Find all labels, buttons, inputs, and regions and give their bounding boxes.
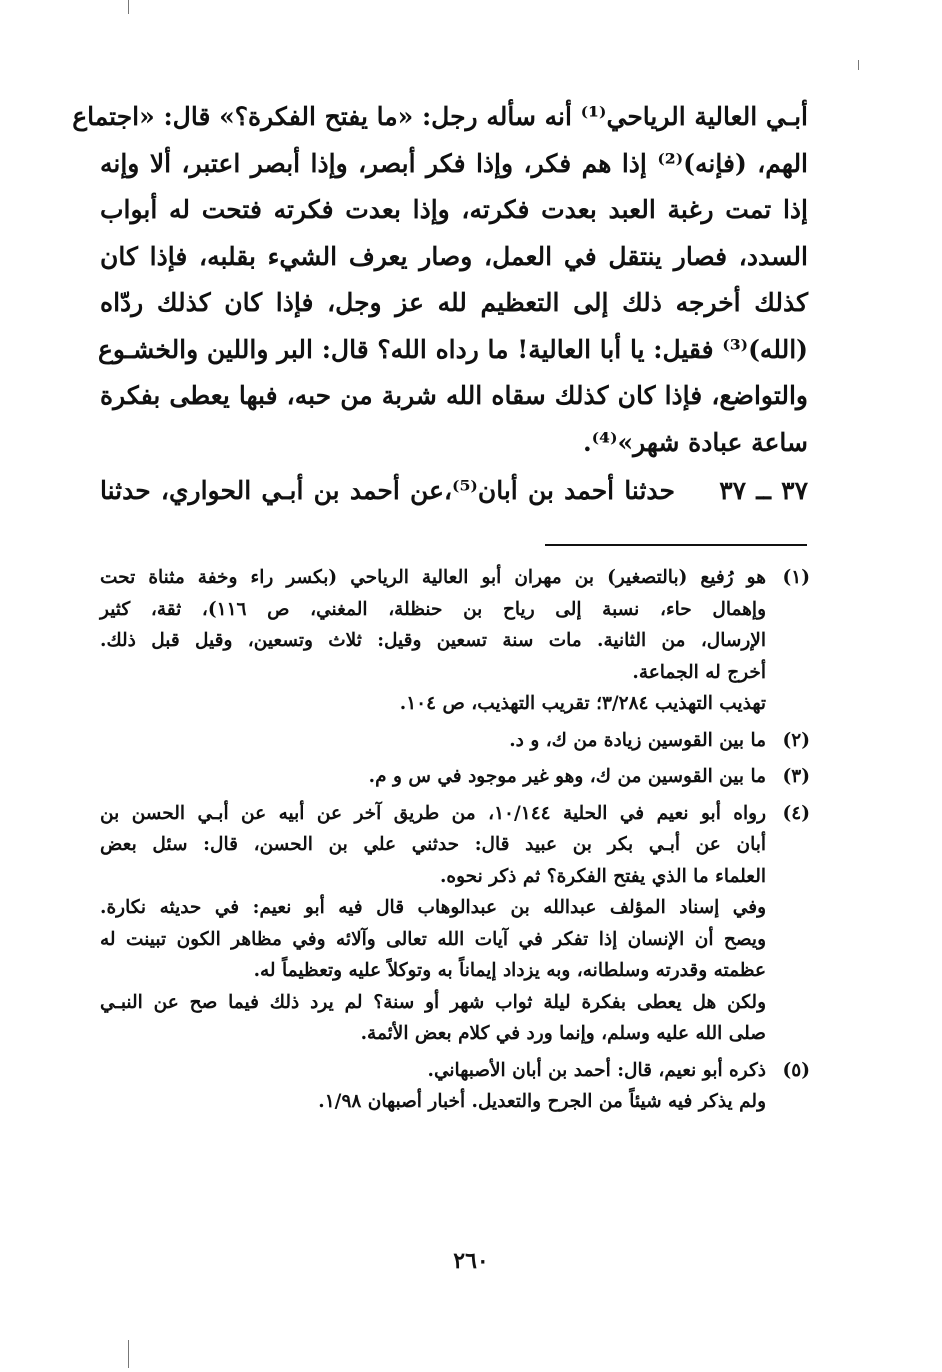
footnotes-section [100,562,810,1123]
footnote-line: ولكن هل يعطى بفكرة ليلة ثواب شهر أو سنة؟ لم يرد ذلك فيما صح عن النبـي [100,991,766,1013]
main-text-line: أبـي العالية الرياحي⁽¹⁾ أنه سأله رجل: «ما يفتح الفكرة؟» قال: «اجتماع [72,102,808,131]
main-text-line: إذا تمت رغبة العبد بعدت فكرته، وإذا بعدت فكرته فتحت له أبواب [100,195,808,224]
hadith-heading [100,468,808,514]
footnote-body [100,761,766,793]
footnote-line: ما بين القوسين زيادة من ك، و د. [509,729,766,751]
main-text-line: السدد، فصار ينتقل في العمل، وصار يعرف الشيء بقلبه، فإذا كان [100,241,808,271]
footnote-line: رواه أبو نعيم في الحلية ١٠/١٤٤، من طريق آخر عن أبيه عن أبـي الحسن بن [100,802,767,824]
footnote-body [100,798,766,1050]
footnote-line: ولم يذكر فيه شيئاً من الجرح والتعديل. أخبار أصبهان ١/٩٨. [318,1091,766,1112]
footnote-number: (٥) [782,1059,810,1081]
footnote-line: ويصح أن الإنسان إذا تفكر في آيات الله تعالى وآلائه وفي مظاهر الكون تبينت له [100,928,766,950]
scan-edge-mark [128,0,129,14]
footnote [100,562,810,720]
footnote-body [100,725,766,757]
footnote-line: ذكره أبو نعيم، قال: أحمد بن أبان الأصبهاني. [427,1059,766,1081]
footnote-line: ما بين القوسين من ك، وهو غير موجود في س و م. [368,766,766,787]
footnote [100,1055,810,1118]
footnote-line: تهذيب التهذيب ٣/٢٨٤؛ تقريب التهذيب، ص ١٠٤. [399,693,766,714]
main-text-line: (الله)⁽³⁾ فقيل: يا أبا العالية! ما رداه الله؟ قال: البر واللين والخشـوع [97,334,808,364]
page-number: ٢٦٠ [453,1248,489,1274]
footnote-body [100,562,766,720]
hadith-text: حدثنا أحمد بن أبان⁽⁵⁾،عن أحمد بن أبـي الحواري، حدثنا [100,476,676,505]
footnote-line: هو رُفيع (بالتصغير) بن مهران أبو العالية الرياحي (بكسر راء وخفة مثناة تحت [100,567,766,588]
main-text-block [72,94,809,466]
main-text-line: والتواضع، فإذا كان كذلك سقاه الله شربة من حبه، فبها يعطى بفكرة [100,381,808,410]
footnote-line: الإرسال، من الثانية. مات سنة تسعين وقيل: ثلاث وتسعين، وقيل قبل ذلك. [100,630,766,651]
footnote-line: عظمته وقدرته وسلطانه، وبه يزداد إيماناً به وتوكلاً عليه وتعظيماً له. [253,960,766,981]
footnote-number: (١) [782,567,810,588]
footnote-body [100,1055,766,1118]
footnote-number: (٢) [782,729,810,751]
footnote-line: صلى الله عليه وسلم، وإنما ورد في كلام بعض الأئمة. [360,1023,766,1044]
footnote-number: (٤) [782,802,810,824]
footnote-line: العلماء ما الذي يفتح الفكرة؟ ثم ذكر نحوه. [439,865,766,887]
footnote-line: أخرج له الجماعة. [632,661,766,683]
main-text-line: ساعة عبادة شهر»⁽⁴⁾. [582,427,808,457]
footnote-number: (٣) [782,766,810,787]
scan-edge-mark [858,60,859,70]
footnote-line: وإهمال حاء، نسبة إلى رياح بن حنظلة، المغني، ص ١١٦)، ثقة، كثير [100,598,766,620]
footnote-line: أبان عن أبـي بكر بن عبيد قال: حدثني علي بن الحسن، قال: سئل بعض [100,834,766,855]
scan-edge-mark [128,1340,129,1368]
main-text-line: كذلك أخرجه ذلك إلى التعظيم لله عز وجل، فإذا كان كذلك ردّاه [100,288,808,317]
footnote [100,798,810,1050]
footnote-line: وفي إسناد المؤلف عبدالله بن عبدالوهاب قال فيه أبو نعيم: في حديثه نكارة. [100,897,766,918]
footnote [100,725,810,757]
hadith-number: ٣٧ ــ ٣٧ [719,476,808,505]
main-text-line: الهم، (فإنه)⁽²⁾ إذا هم فكر، وإذا فكر أبصر، وإذا أبصر اعتبر، ألا وإنه [100,148,809,178]
footnote [100,761,810,793]
footnote-divider [545,544,807,546]
